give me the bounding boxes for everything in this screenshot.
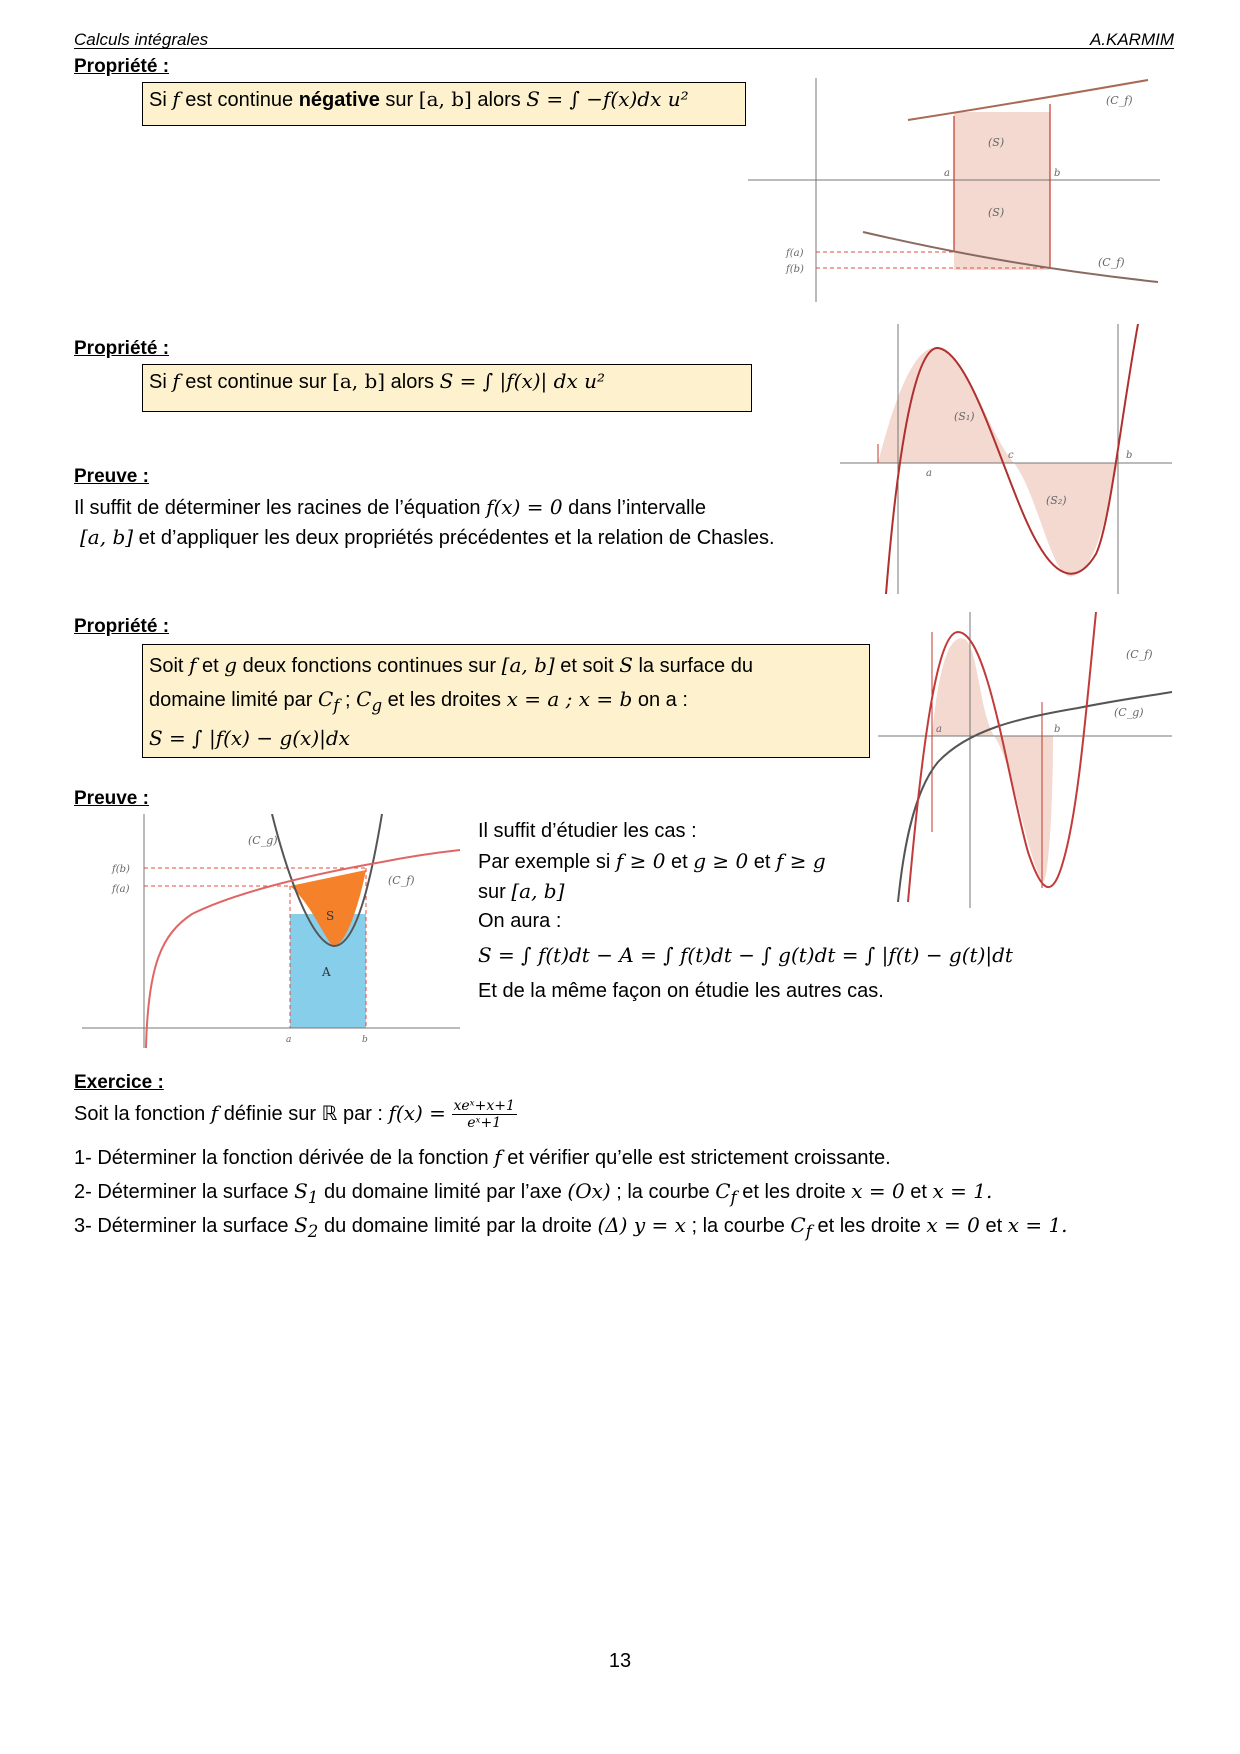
label-a: a	[286, 1035, 292, 1045]
figure-negative-area	[748, 76, 1168, 304]
figure-proof-areas	[82, 814, 462, 1050]
header-right: A.KARMIM	[1089, 30, 1174, 49]
section3-formula: S = ∫ |f(x) − g(x)|dx	[149, 726, 350, 750]
label-fb: f(b)	[112, 864, 130, 875]
label-cf-bottom: (C_f)	[1098, 256, 1125, 269]
label-s-top: (S)	[988, 136, 1005, 149]
section2-property-box: Si f est continue sur [a, b] alors S = ∫ |f(x)| dx u²	[142, 364, 752, 412]
exercise-question-1: 1- Déterminer la fonction dérivée de la fonction f et vérifier qu’elle est strictement croissante.	[74, 1145, 891, 1169]
label-cf: (C_f)	[388, 874, 415, 887]
page-number: 13	[608, 1650, 632, 1672]
section3-property-box: Soit f et g deux fonctions continues sur [a, b] et soit S la surface du domaine limité par $C_f$ ; $C_g$ et les droites x = a ; x = b on a : S = ∫ |f(x) − g(x)|dx	[142, 644, 870, 758]
label-s-bottom: (S)	[988, 206, 1005, 219]
proof2-line2: Par exemple si f ≥ 0 et g ≥ 0 et f ≥ g	[478, 849, 826, 873]
section2-formula: S = ∫ |f(x)| dx u²	[439, 369, 605, 393]
proof1-line1: Il suffit de déterminer les racines de l’équation f(x) = 0 dans l’intervalle	[74, 495, 706, 519]
section1-formula: S = ∫ −f(x)dx u²	[526, 87, 689, 111]
label-s1: (S₁)	[954, 410, 975, 423]
label-s2: (S₂)	[1046, 494, 1067, 507]
proof2-line1: Il suffit d’étudier les cas :	[478, 820, 697, 842]
figure-absolute-area	[838, 324, 1174, 596]
figure-between-curves	[878, 612, 1174, 910]
section1-property-box: Si f est continue négative sur [a, b] alors S = ∫ −f(x)dx u²	[142, 82, 746, 126]
label-fa: f(a)	[112, 884, 130, 895]
label-area: A	[322, 965, 331, 979]
negative-keyword: négative	[298, 89, 380, 111]
section3-heading: Propriété :	[74, 616, 170, 637]
label-fa: f(a)	[786, 248, 804, 259]
label-a: a	[944, 168, 950, 179]
section1-heading: Propriété :	[74, 56, 170, 77]
exercise-heading: Exercice :	[74, 1072, 164, 1093]
label-cg: (C_g)	[248, 834, 278, 847]
proof1-heading: Preuve :	[74, 466, 149, 487]
label-b: b	[1054, 724, 1061, 735]
label-b: b	[362, 1035, 368, 1045]
label-a: a	[936, 724, 942, 735]
proof2-heading: Preuve :	[74, 788, 149, 809]
label-s: S	[326, 909, 335, 923]
proof1-line2: [a, b] et d’appliquer les deux propriétés précédentes et la relation de Chasles.	[80, 525, 775, 549]
label-a: a	[926, 468, 932, 479]
label-cf: (C_f)	[1126, 648, 1153, 661]
exercise-fraction: $\frac{\text{xeˣ+x+1}}{\text{eˣ+1}}$	[453, 1098, 515, 1132]
label-b: b	[1126, 450, 1133, 461]
header-divider	[74, 48, 1174, 49]
proof2-line3: sur [a, b]	[478, 879, 565, 903]
proof2-line6: Et de la même façon on étudie les autres cas.	[478, 980, 884, 1002]
label-cg: (C_g)	[1114, 706, 1144, 719]
section2-heading: Propriété :	[74, 338, 170, 359]
exercise-question-2: 2- Déterminer la surface $S_1$ du domaine limité par l’axe (Ox) ; la courbe $C_f$ et les droite x = 0 et x = 1.	[74, 1179, 993, 1207]
label-c: c	[1008, 450, 1014, 461]
header-left: Calculs intégrales	[74, 30, 209, 49]
label-cf-top: (C_f)	[1106, 94, 1133, 107]
exercise-question-3: 3- Déterminer la surface $S_2$ du domaine limité par la droite (Δ) y = x ; la courbe $C_f$ et les droite x = 0 et x = 1.	[74, 1213, 1068, 1241]
exercise-intro: Soit la fonction f définie sur ℝ par : f(x) = $\frac{\text{xeˣ+x+1}}{\text{eˣ+1}}$	[74, 1098, 515, 1132]
label-fb: f(b)	[786, 264, 804, 275]
label-b: b	[1054, 168, 1061, 179]
proof2-line4: On aura :	[478, 910, 562, 932]
proof2-formula: S = ∫ f(t)dt − A = ∫ f(t)dt − ∫ g(t)dt = ∫ |f(t) − g(t)|dt	[478, 943, 1013, 967]
